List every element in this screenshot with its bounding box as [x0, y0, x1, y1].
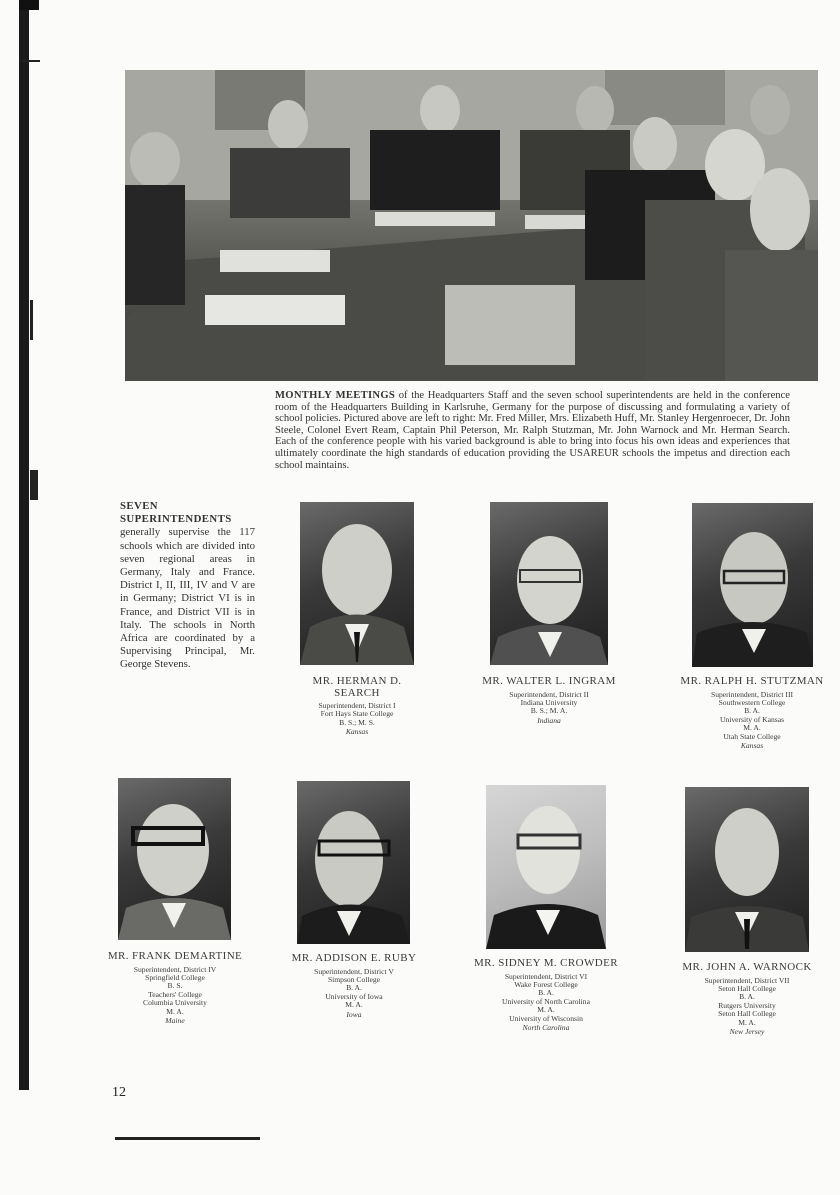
state-ruby: Iowa [346, 1009, 362, 1019]
name-demartine: MR. FRANK DEMARTINE [107, 950, 243, 962]
superintendents-intro-body: generally supervise the 117 schools which are divided into seven regional areas in Germany, Italy and France. District I, II, III, IV and V are in Germany; District VI is in France, and District VII is in Italy. The schools in North Africa are coordinated by a Supervising Principal, Mr. George Stevens. [120, 526, 255, 671]
info-line: B. A. [744, 706, 760, 716]
person-silhouette-icon [300, 502, 414, 665]
caption-crowder [470, 958, 622, 1032]
portrait-warnock [685, 787, 809, 952]
person-silhouette-icon [297, 781, 410, 944]
name-ingram: MR. WALTER L. INGRAM [482, 675, 616, 687]
footer-rule [115, 1137, 260, 1140]
superintendents-intro-lead: SEVEN SUPERINTENDENTS [120, 500, 232, 526]
person-silhouette-icon [685, 787, 809, 952]
info-line: Simpson College [327, 974, 381, 984]
info-line: Columbia University [143, 998, 207, 1008]
state-warnock: New Jersey [729, 1026, 765, 1036]
meeting-scene-icon [125, 70, 818, 381]
portrait-stutzman [692, 503, 813, 667]
person-silhouette-icon [486, 785, 606, 949]
info-line: Superintendent, District V [314, 966, 394, 976]
name-crowder: MR. SIDNEY M. CROWDER [474, 957, 618, 969]
info-line: B. A. [739, 992, 755, 1002]
caption-ruby [280, 953, 428, 1019]
meeting-caption-lead: MONTHLY MEETINGS [275, 390, 396, 401]
info-line: M. A. [743, 723, 761, 733]
info-line: Seton Hall College [718, 983, 776, 993]
portrait-crowder [486, 785, 606, 949]
name-search: MR. HERMAN D. SEARCH [312, 675, 402, 699]
conference-group-photo [125, 70, 818, 381]
info-line: Rutgers University [718, 1000, 776, 1010]
person-silhouette-icon [692, 503, 813, 667]
info-line: Indiana University [520, 697, 578, 707]
info-line: B. S. [167, 981, 183, 991]
info-line: Superintendent, District VII [704, 975, 790, 985]
info-line: M. A. [537, 1005, 555, 1015]
scan-edge-binding [19, 0, 29, 1090]
info-line: B. A. [346, 983, 362, 993]
state-search: Kansas [345, 727, 369, 737]
info-line: Southwestern College [718, 697, 786, 707]
scan-mark [22, 60, 40, 62]
info-line: University of Kansas [719, 714, 785, 724]
person-silhouette-icon [118, 778, 231, 940]
scan-edge-corner [19, 0, 39, 10]
caption-search [300, 676, 414, 736]
info-line: University of Wisconsin [509, 1013, 583, 1023]
info-line: Fort Hays State College [320, 709, 394, 719]
info-line: Seton Hall College [718, 1009, 776, 1019]
info-line: Superintendent, District I [318, 701, 396, 710]
caption-warnock [672, 962, 822, 1036]
state-ingram: Indiana [537, 715, 561, 725]
info-line: University of Iowa [325, 991, 383, 1001]
person-silhouette-icon [490, 502, 608, 665]
info-line: M. A. [166, 1006, 184, 1016]
caption-ingram [475, 676, 623, 725]
info-line: Superintendent, District IV [133, 964, 217, 974]
state-crowder: North Carolina [522, 1022, 570, 1032]
page-number: 12 [112, 1085, 126, 1100]
info-line: Utah State College [723, 731, 781, 741]
meeting-caption [275, 390, 790, 471]
info-line: B. S.; M. A. [530, 706, 568, 716]
portrait-search [300, 502, 414, 665]
info-line: Superintendent, District III [710, 689, 794, 699]
scan-mark [30, 470, 38, 500]
caption-demartine [100, 951, 250, 1025]
info-line: Wake Forest College [514, 979, 578, 989]
superintendents-intro [120, 500, 255, 672]
name-warnock: MR. JOHN A. WARNOCK [682, 961, 812, 973]
info-line: M. A. [345, 1000, 363, 1010]
state-demartine: Maine [165, 1015, 185, 1025]
info-line: Teachers' College [148, 989, 202, 999]
info-line: Springfield College [145, 972, 205, 982]
info-line: B. S.; M. S. [339, 717, 375, 727]
info-line: Superintendent, District II [509, 689, 589, 699]
caption-stutzman [678, 676, 826, 750]
name-ruby: MR. ADDISON E. RUBY [291, 952, 417, 964]
info-line: Superintendent, District VI [504, 971, 588, 981]
portrait-ingram [490, 502, 608, 665]
info-line: University of North Carolina [502, 996, 590, 1006]
portrait-demartine [118, 778, 231, 940]
meeting-caption-body: of the Headquarters Staff and the seven school superintendents are held in the conference room of the Headquarters Building in Karlsruhe, Germany for the purpose of discussing and formulating a variety of school policies. Pictured above are left to right: Mr. Fred Miller, Mrs. Elizabeth Huff, Mr. Stanley Hergenroecer, Dr. John Steele, Colonel Evert Ream, Captain Phil Peterson, Mr. Ralph Stutzman, Mr. John Warnock and Mr. Herman Search. Each of the conference people with his varied background is able to bring into focus his own ideas and experiences that ultimately coordinate the high standards of education providing the USAREUR schools the impetus and direction each school maintains. [275, 390, 790, 471]
scan-mark [30, 300, 33, 340]
name-stutzman: MR. RALPH H. STUTZMAN [680, 675, 824, 687]
info-line: B. A. [538, 988, 554, 998]
info-line: M. A. [738, 1017, 756, 1027]
state-stutzman: Kansas [740, 740, 764, 750]
portrait-ruby [297, 781, 410, 944]
